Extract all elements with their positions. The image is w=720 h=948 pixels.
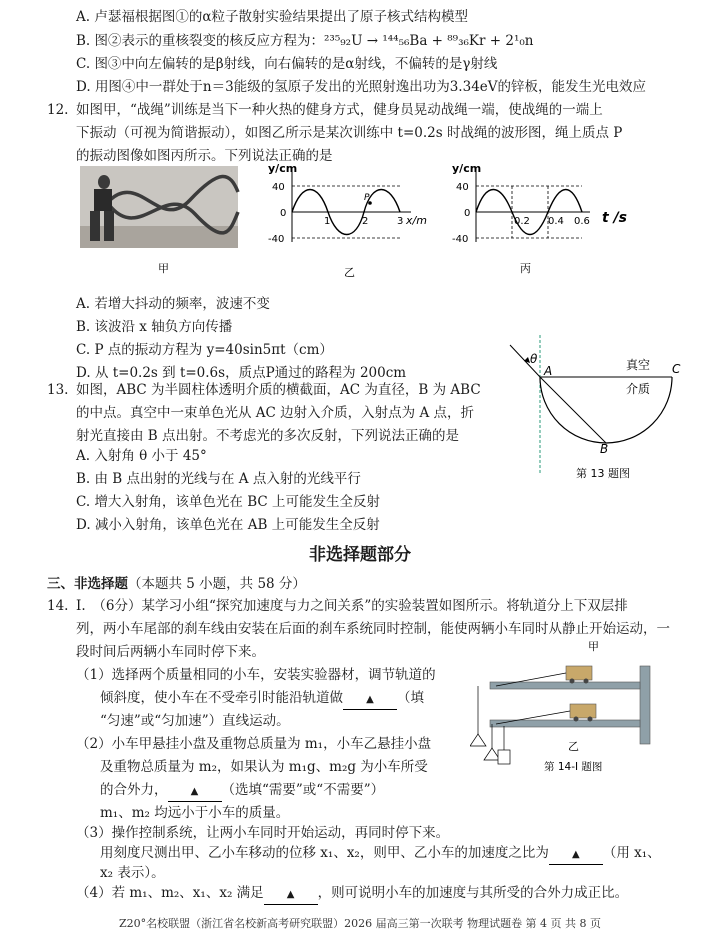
answer-blank: ▲ (168, 783, 222, 802)
q12-number: 12. (47, 102, 69, 118)
part3-heading: 三、非选择题（本题共 5 小题，共 58 分） (47, 576, 306, 592)
q14-part1-line: （1）选择两个质量相同的小车，安装实验器材，调节轨道的 (76, 667, 436, 683)
svg-text:介质: 介质 (626, 382, 651, 396)
battle-rope-photo (80, 166, 238, 248)
q14-part2-line: 及重物总质量为 m₂，如果认为 m₁g、m₂g 为小车所受 (100, 759, 428, 775)
svg-text:θ: θ (530, 352, 538, 366)
pan-2 (484, 748, 500, 760)
answer-blank: ▲ (549, 846, 603, 865)
wave-graph (268, 162, 427, 245)
q13-stem-line: 如图，ABC 为半圆柱体透明介质的横截面，AC 为直径，B 为 ABC (76, 382, 481, 398)
q12-option-a: A. 若增大抖动的频率，波速不变 (76, 296, 270, 312)
svg-text:-40: -40 (452, 234, 469, 245)
page-footer: Z20°名校联盟（浙江省名校新高考研究联盟）2026 届高三第一次联考 物理试题卷 第 4 页 共 8 页 (118, 917, 602, 930)
svg-text:P: P (364, 193, 370, 203)
q13-option-c: C. 增大入射角，该单色光在 BC 上可能发生全反射 (76, 494, 381, 510)
svg-text:甲: 甲 (588, 640, 599, 653)
svg-text:0.6: 0.6 (574, 216, 590, 227)
q13-number: 13. (47, 382, 69, 398)
q13-stem-line: 射光直接由 B 点出射。不考虑光的多次反射，下列说法正确的是 (76, 428, 460, 444)
q13-figure (500, 335, 700, 485)
wave-ylabel: y/cm (268, 162, 298, 175)
svg-text:C: C (672, 362, 681, 376)
q11-option-c: C. 图③中向左偏转的是β射线，向右偏转的是α射线，不偏转的是γ射线 (76, 56, 498, 72)
vibration-graph (452, 162, 627, 245)
q12-option-d: D. 从 t=0.2s 到 t=0.6s，质点P通过的路程为 200cm (76, 365, 407, 381)
q14-figure (470, 638, 670, 778)
svg-text:A: A (544, 364, 553, 378)
svg-text:-40: -40 (268, 234, 285, 245)
q14-number: 14. (47, 598, 69, 614)
cart-jia (566, 666, 592, 680)
caption-jia: 甲 (158, 262, 169, 275)
refracted-ray (540, 377, 606, 443)
q12-stem-line: 的振动图像如图丙所示。下列说法正确的是 (76, 148, 333, 164)
answer-blank: ▲ (264, 886, 318, 905)
q13-option-a: A. 入射角 θ 小于 45° (76, 448, 207, 464)
svg-text:0: 0 (464, 208, 471, 219)
q14-part2-line: m₁、m₂ 均远小于小车的质量。 (100, 805, 290, 821)
svg-text:x/m: x/m (406, 214, 427, 227)
svg-text:1: 1 (324, 216, 331, 227)
caption-bing: 丙 (520, 262, 531, 275)
q14-part2-line: 的合外力， ▲ （选填“需要”或“不需要”） (100, 781, 384, 802)
q14-part1-line: 倾斜度，使小车在不受牵引时能沿轨道做 ▲ （填 (100, 689, 424, 710)
svg-text:第 13 题图: 第 13 题图 (576, 467, 630, 480)
q14-part3-line: 用刻度尺测出甲、乙小车移动的位移 x₁、x₂，则甲、乙小车的加速度之比为 ▲ （用 x₁、 (100, 844, 661, 865)
svg-text:0.4: 0.4 (548, 216, 564, 227)
svg-text:2: 2 (362, 216, 369, 227)
svg-text:真空: 真空 (626, 358, 651, 372)
svg-text:B: B (600, 442, 609, 456)
q12-figures (80, 162, 650, 282)
q14-intro-line: 列，两小车尾部的刹车线由安装在后面的刹车系统同时控制，能使两辆小车同时从静止开始运动，一 (76, 621, 670, 637)
svg-text:t /s: t /s (602, 210, 628, 226)
q13-option-b: B. 由 B 点出射的光线与在 A 点入射的光线平行 (76, 471, 361, 487)
q14-part4-line: （4）若 m₁、m₂、x₁、x₂ 满足 ▲ ，则可说明小车的加速度与其所受的合外力成正比。 (76, 884, 628, 905)
svg-text:第 14-Ⅰ 题图: 第 14-Ⅰ 题图 (544, 761, 603, 773)
q14-intro-line: 段时间后两辆小车同时停下来。 (76, 644, 265, 660)
svg-text:0: 0 (280, 208, 287, 219)
cart-yi (570, 704, 596, 718)
q14-part3-line: （3）操作控制系统，让两小车同时开始运动，再同时停下来。 (76, 825, 450, 841)
q12-option-c: C. P 点的振动方程为 y=40sin5πt（cm） (76, 342, 333, 358)
vibration-ylabel: y/cm (452, 162, 482, 175)
q12-stem-line: 下振动（可视为简谐振动），如图乙所示是某次训练中 t=0.2s 时战绳的波形图，绳上质点 P (76, 125, 623, 141)
section-title: 非选择题部分 (309, 545, 411, 565)
q12-stem-line: 如图甲，“战绳”训练是当下一种火热的健身方式，健身员晃动战绳一端，使战绳的一端上 (76, 102, 603, 118)
svg-text:0.2: 0.2 (514, 216, 530, 227)
semicircle-arc (540, 377, 672, 443)
q14-intro-line: I. （6分）某学习小组“探究加速度与力之间关系”的实验装置如图所示。将轨道分上下双层排 (76, 598, 628, 614)
answer-blank: ▲ (343, 691, 397, 710)
q11-option-d: D. 用图④中一群处于n＝3能级的氢原子发出的光照射逸出功为3.34eV的锌板，能发生光电效应 (76, 79, 647, 95)
caption-yi: 乙 (344, 266, 355, 279)
q14-part1-line: “匀速”或“匀加速”）直线运动。 (100, 713, 290, 729)
pan-1 (470, 734, 486, 746)
q13-option-d: D. 减小入射角，该单色光在 AB 上可能发生全反射 (76, 517, 380, 533)
q13-stem-line: 的中点。真空中一束单色光从 AC 边射入介质，入射点为 A 点，折 (76, 405, 474, 421)
svg-text:3: 3 (397, 216, 404, 227)
q11-option-a: A. 卢瑟福根据图①的α粒子散射实验结果提出了原子核式结构模型 (76, 9, 468, 25)
q12-option-b: B. 该波沿 x 轴负方向传播 (76, 319, 233, 335)
svg-text:40: 40 (456, 182, 469, 193)
q11-option-b: B. 图②表示的重核裂变的核反应方程为：²³⁵₉₂U → ¹⁴⁴₅₆Ba + ⁸⁹₃₆Kr + 2¹₀n (76, 33, 534, 49)
svg-text:40: 40 (272, 182, 285, 193)
svg-text:乙: 乙 (568, 740, 579, 753)
q14-part3-line: x₂ 表示）。 (100, 865, 165, 881)
q14-part2-line: （2）小车甲悬挂小盘及重物总质量为 m₁，小车乙悬挂小盘 (76, 736, 432, 752)
